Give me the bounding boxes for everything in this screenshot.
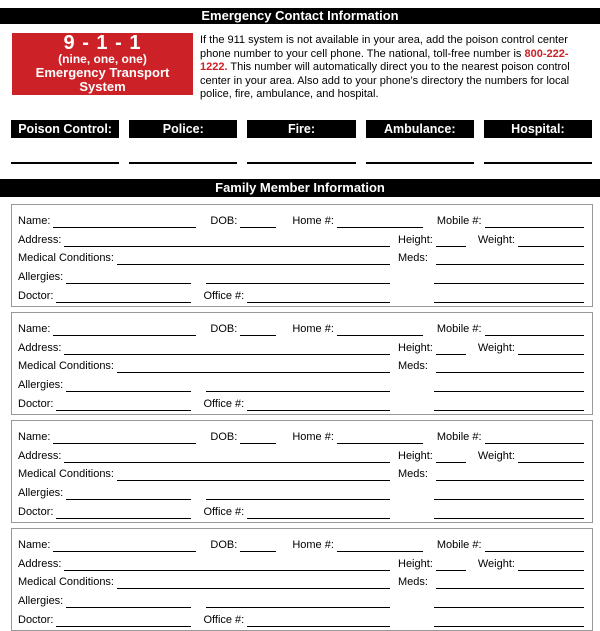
emergency-contacts-write-lines [11, 154, 592, 164]
meds-extra-line[interactable] [434, 290, 584, 303]
allergies-extra-line[interactable] [206, 595, 390, 608]
home-phone-label: Home #: [292, 214, 334, 227]
allergies-label: Allergies: [18, 271, 64, 284]
member-row-address [18, 336, 584, 355]
name-line[interactable] [53, 215, 196, 228]
doctor-line[interactable] [56, 614, 191, 627]
doctor-label: Doctor: [18, 613, 54, 626]
member-row-doctor [18, 284, 584, 303]
mobile-phone-line[interactable] [485, 323, 584, 336]
height-label: Height: [398, 341, 433, 354]
doctor-label: Doctor: [18, 397, 54, 410]
weight-label: Weight: [477, 449, 515, 462]
office-phone-line[interactable] [247, 398, 390, 411]
height-label: Height: [398, 449, 433, 462]
meds-extra-line[interactable] [434, 595, 584, 608]
mobile-phone-line[interactable] [485, 215, 584, 228]
office-phone-line[interactable] [247, 290, 390, 303]
home-phone-label: Home #: [292, 430, 334, 443]
member-row-allergies [18, 265, 584, 284]
medical-conditions-line[interactable] [117, 360, 390, 373]
meds-column [398, 487, 584, 500]
family-member-card [11, 528, 593, 631]
fire-line[interactable] [247, 154, 355, 164]
office-phone-label: Office #: [203, 289, 245, 302]
medical-conditions-label: Medical Conditions: [18, 576, 114, 589]
medical-conditions-line[interactable] [117, 468, 390, 481]
meds-extra-line[interactable] [434, 271, 584, 284]
dob-label: DOB: [210, 214, 238, 227]
office-phone-label: Office #: [203, 505, 245, 518]
allergies-extra-line[interactable] [206, 271, 390, 284]
allergies-line[interactable] [66, 487, 191, 500]
meds-label: Meds: [398, 360, 428, 373]
height-label: Height: [398, 557, 433, 570]
contact-label-poison-control: Poison Control: [11, 120, 119, 138]
medical-conditions-line[interactable] [117, 576, 390, 589]
ambulance-line[interactable] [366, 154, 474, 164]
meds-column [398, 595, 584, 608]
height-weight-column [398, 233, 584, 247]
dob-line[interactable] [240, 323, 276, 336]
meds-column [398, 251, 584, 265]
meds-column [398, 359, 584, 373]
meds-extra-line[interactable] [434, 398, 584, 411]
name-line[interactable] [53, 539, 196, 552]
home-phone-label: Home #: [292, 322, 334, 335]
office-phone-line[interactable] [247, 614, 390, 627]
member-row-address [18, 444, 584, 463]
meds-line[interactable] [436, 252, 584, 265]
medical-conditions-label: Medical Conditions: [18, 252, 114, 265]
contact-label-hospital: Hospital: [484, 120, 592, 138]
family-section-title: Family Member Information [215, 179, 385, 195]
height-line[interactable] [436, 234, 466, 247]
contact-label-ambulance: Ambulance: [366, 120, 474, 138]
meds-label: Meds: [398, 468, 428, 481]
member-row-medical [18, 355, 584, 374]
instructions-paragraph [200, 33, 592, 102]
medical-conditions-line[interactable] [117, 252, 390, 265]
allergies-line[interactable] [66, 271, 191, 284]
weight-line[interactable] [518, 558, 584, 571]
allergies-line[interactable] [66, 379, 191, 392]
height-line[interactable] [436, 450, 466, 463]
meds-column [398, 575, 584, 589]
dob-line[interactable] [240, 431, 276, 444]
meds-extra-line[interactable] [434, 487, 584, 500]
name-label: Name: [18, 214, 51, 227]
member-row-allergies [18, 373, 584, 392]
badge-911-caption: Emergency Transport System [35, 65, 170, 94]
hero-section [12, 33, 592, 102]
member-row-medical [18, 247, 584, 266]
dob-label: DOB: [210, 430, 238, 443]
office-phone-line[interactable] [247, 506, 390, 519]
mobile-phone-label: Mobile #: [436, 538, 482, 551]
weight-line[interactable] [518, 450, 584, 463]
family-member-card [11, 204, 593, 307]
name-label: Name: [18, 430, 51, 443]
home-phone-line[interactable] [337, 539, 423, 552]
weight-label: Weight: [477, 341, 515, 354]
address-label: Address: [18, 341, 62, 354]
meds-line[interactable] [436, 360, 584, 373]
weight-line[interactable] [518, 342, 584, 355]
member-row-name [18, 209, 584, 228]
police-line[interactable] [129, 154, 237, 164]
doctor-label: Doctor: [18, 505, 54, 518]
member-row-name [18, 425, 584, 444]
hospital-line[interactable] [484, 154, 592, 164]
mobile-phone-label: Mobile #: [436, 214, 482, 227]
meds-column [398, 506, 584, 519]
member-row-doctor [18, 392, 584, 411]
address-line[interactable] [64, 450, 390, 463]
address-line[interactable] [64, 342, 390, 355]
allergies-extra-line[interactable] [206, 487, 390, 500]
meds-line[interactable] [436, 468, 584, 481]
member-row-allergies [18, 589, 584, 608]
name-label: Name: [18, 322, 51, 335]
emergency-contacts-row [11, 120, 592, 138]
medical-conditions-label: Medical Conditions: [18, 360, 114, 373]
name-line[interactable] [53, 431, 196, 444]
address-label: Address: [18, 557, 62, 570]
member-row-medical [18, 463, 584, 482]
doctor-line[interactable] [56, 398, 191, 411]
dob-line[interactable] [240, 215, 276, 228]
family-member-card [11, 420, 593, 523]
weight-label: Weight: [477, 557, 515, 570]
family-section-header [0, 179, 600, 197]
meds-column [398, 290, 584, 303]
meds-extra-line[interactable] [434, 379, 584, 392]
dob-label: DOB: [210, 538, 238, 551]
member-row-name [18, 533, 584, 552]
badge-911-number: 9 - 1 - 1 [63, 32, 142, 54]
height-weight-column [398, 557, 584, 571]
badge-911 [12, 33, 193, 95]
emergency-section-header [0, 8, 600, 24]
family-members [11, 204, 593, 631]
member-row-address [18, 552, 584, 571]
meds-column [398, 467, 584, 481]
meds-label: Meds: [398, 576, 428, 589]
dob-label: DOB: [210, 322, 238, 335]
meds-extra-line[interactable] [434, 614, 584, 627]
height-label: Height: [398, 233, 433, 246]
emergency-section-title: Emergency Contact Information [201, 8, 399, 23]
meds-column [398, 379, 584, 392]
office-phone-label: Office #: [203, 397, 245, 410]
poison-control-phone-number: 800-222-1222. [200, 47, 569, 74]
meds-column [398, 614, 584, 627]
instructions-text-after: This number will automatically direct you to the nearest poison control center in your area. Also add to your phone’s directory the numbers for local police, fire, ambulance, and hospital. [200, 61, 570, 101]
allergies-line[interactable] [66, 595, 191, 608]
meds-column [398, 398, 584, 411]
allergies-label: Allergies: [18, 595, 64, 608]
member-row-doctor [18, 500, 584, 519]
height-weight-column [398, 449, 584, 463]
family-member-card [11, 312, 593, 415]
height-line[interactable] [436, 558, 466, 571]
home-phone-line[interactable] [337, 323, 423, 336]
meds-label: Meds: [398, 252, 428, 265]
contact-label-fire: Fire: [247, 120, 355, 138]
address-label: Address: [18, 449, 62, 462]
mobile-phone-label: Mobile #: [436, 430, 482, 443]
mobile-phone-label: Mobile #: [436, 322, 482, 335]
weight-line[interactable] [518, 234, 584, 247]
height-line[interactable] [436, 342, 466, 355]
medical-conditions-label: Medical Conditions: [18, 468, 114, 481]
doctor-label: Doctor: [18, 289, 54, 302]
address-line[interactable] [64, 234, 390, 247]
member-row-doctor [18, 608, 584, 627]
allergies-extra-line[interactable] [206, 379, 390, 392]
address-line[interactable] [64, 558, 390, 571]
meds-column [398, 271, 584, 284]
home-phone-line[interactable] [337, 431, 423, 444]
height-weight-column [398, 341, 584, 355]
member-row-name [18, 317, 584, 336]
weight-label: Weight: [477, 233, 515, 246]
badge-911-subtitle: (nine, one, one) [58, 52, 147, 66]
name-line[interactable] [53, 323, 196, 336]
poison-control-line[interactable] [11, 154, 119, 164]
dob-line[interactable] [240, 539, 276, 552]
meds-extra-line[interactable] [434, 506, 584, 519]
meds-line[interactable] [436, 576, 584, 589]
address-label: Address: [18, 233, 62, 246]
office-phone-label: Office #: [203, 613, 245, 626]
member-row-address [18, 228, 584, 247]
home-phone-label: Home #: [292, 538, 334, 551]
doctor-line[interactable] [56, 290, 191, 303]
member-row-allergies [18, 481, 584, 500]
allergies-label: Allergies: [18, 379, 64, 392]
allergies-label: Allergies: [18, 487, 64, 500]
mobile-phone-line[interactable] [485, 431, 584, 444]
mobile-phone-line[interactable] [485, 539, 584, 552]
contact-label-police: Police: [129, 120, 237, 138]
instructions-text-before: If the 911 system is not available in your area, add the poison control center phone number to your cell phone. The national, toll-free number is [200, 34, 568, 60]
member-row-medical [18, 571, 584, 590]
doctor-line[interactable] [56, 506, 191, 519]
home-phone-line[interactable] [337, 215, 423, 228]
name-label: Name: [18, 538, 51, 551]
